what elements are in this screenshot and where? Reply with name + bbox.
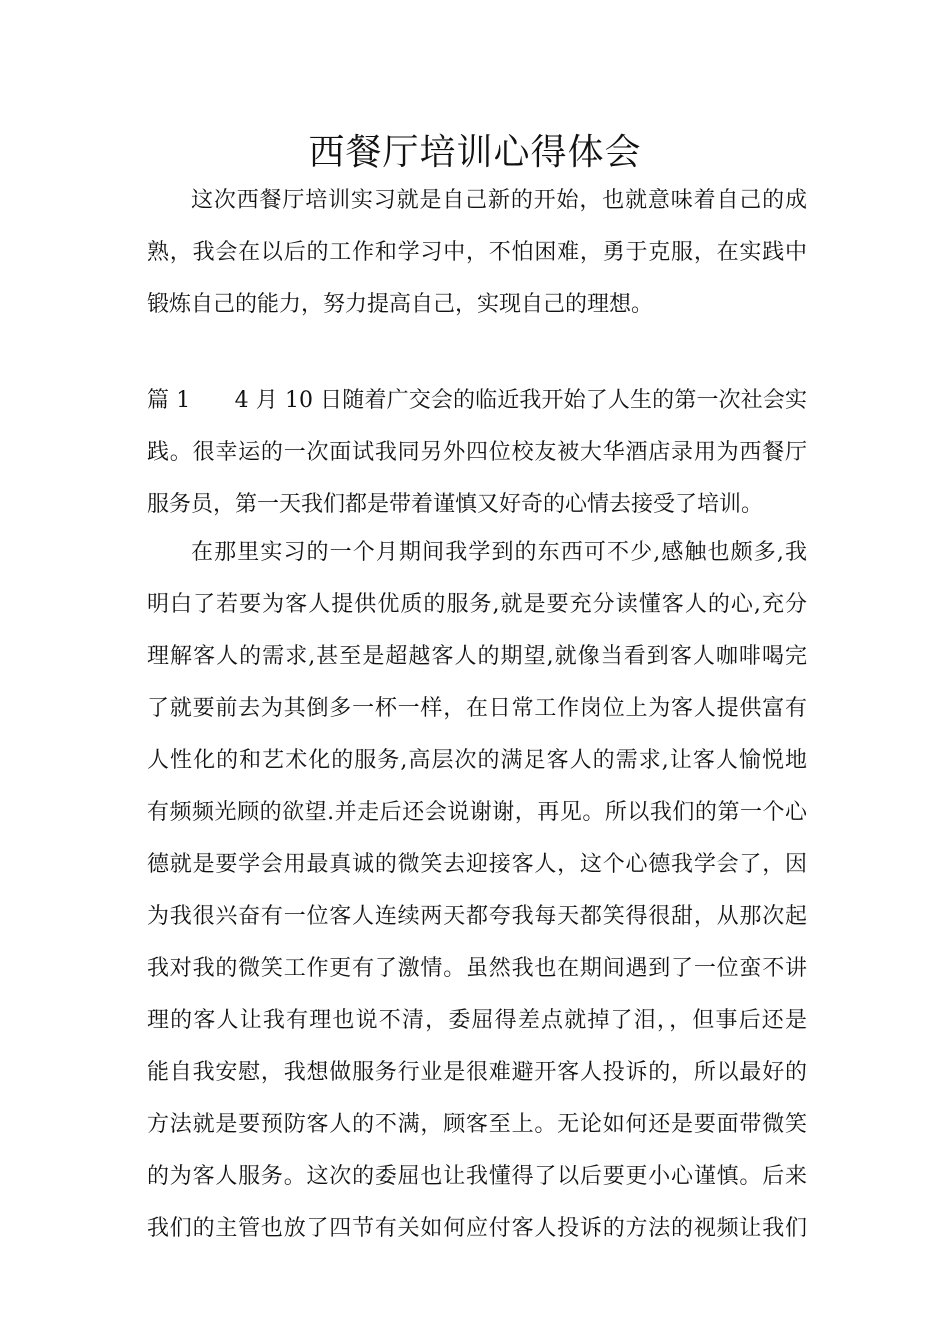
body-line: 理的客人让我有理也说不清，委屈得差点就掉了泪，，但事后还是	[147, 1008, 807, 1033]
document-title: 西餐厅培训心得体会	[308, 132, 642, 173]
body-line: 我们的主管也放了四节有关如何应付客人投诉的方法的视频让我们	[147, 1216, 807, 1241]
intro-line: 锻炼自己的能力，努力提高自己，实现自己的理想。	[147, 292, 654, 317]
body-line: 了就要前去为其倒多一杯一样，在日常工作岗位上为客人提供富有	[147, 696, 807, 721]
body-line: 的为客人服务。这次的委屈也让我懂得了以后要更小心谨慎。后来	[147, 1164, 807, 1189]
body-line: 人性化的和艺术化的服务,高层次的满足客人的需求,让客人愉悦地	[147, 748, 807, 773]
body-line: 为我很兴奋有一位客人连续两天都夸我每天都笑得很甜，从那次起	[147, 904, 807, 929]
section-line: 践。很幸运的一次面试我同另外四位校友被大华酒店录用为西餐厅	[147, 440, 807, 465]
intro-line: 熟，我会在以后的工作和学习中，不怕困难，勇于克服，在实践中	[147, 240, 807, 265]
body-line: 能自我安慰，我想做服务行业是很难避开客人投诉的，所以最好的	[147, 1060, 807, 1085]
body-line: 在那里实习的一个月期间我学到的东西可不少,感触也颇多,我	[191, 540, 807, 565]
body-line: 德就是要学会用最真诚的微笑去迎接客人，这个心德我学会了，因	[147, 852, 807, 877]
intro-line: 这次西餐厅培训实习就是自己新的开始，也就意味着自己的成	[191, 188, 807, 213]
body-line: 明白了若要为客人提供优质的服务,就是要充分读懂客人的心,充分	[147, 592, 807, 617]
section-line: 服务员，第一天我们都是带着谨慎又好奇的心情去接受了培训。	[147, 492, 764, 517]
body-line: 方法就是要预防客人的不满，顾客至上。无论如何还是要面带微笑	[147, 1112, 807, 1137]
body-line: 我对我的微笑工作更有了激情。虽然我也在期间遇到了一位蛮不讲	[147, 956, 807, 981]
body-line: 理解客人的需求,甚至是超越客人的期望,就像当看到客人咖啡喝完	[147, 644, 807, 669]
body-line: 有频频光顾的欲望.并走后还会说谢谢，再见。所以我们的第一个心	[147, 800, 807, 825]
section-line: 篇 1 4 月 10 日随着广交会的临近我开始了人生的第一次社会实	[147, 388, 807, 413]
